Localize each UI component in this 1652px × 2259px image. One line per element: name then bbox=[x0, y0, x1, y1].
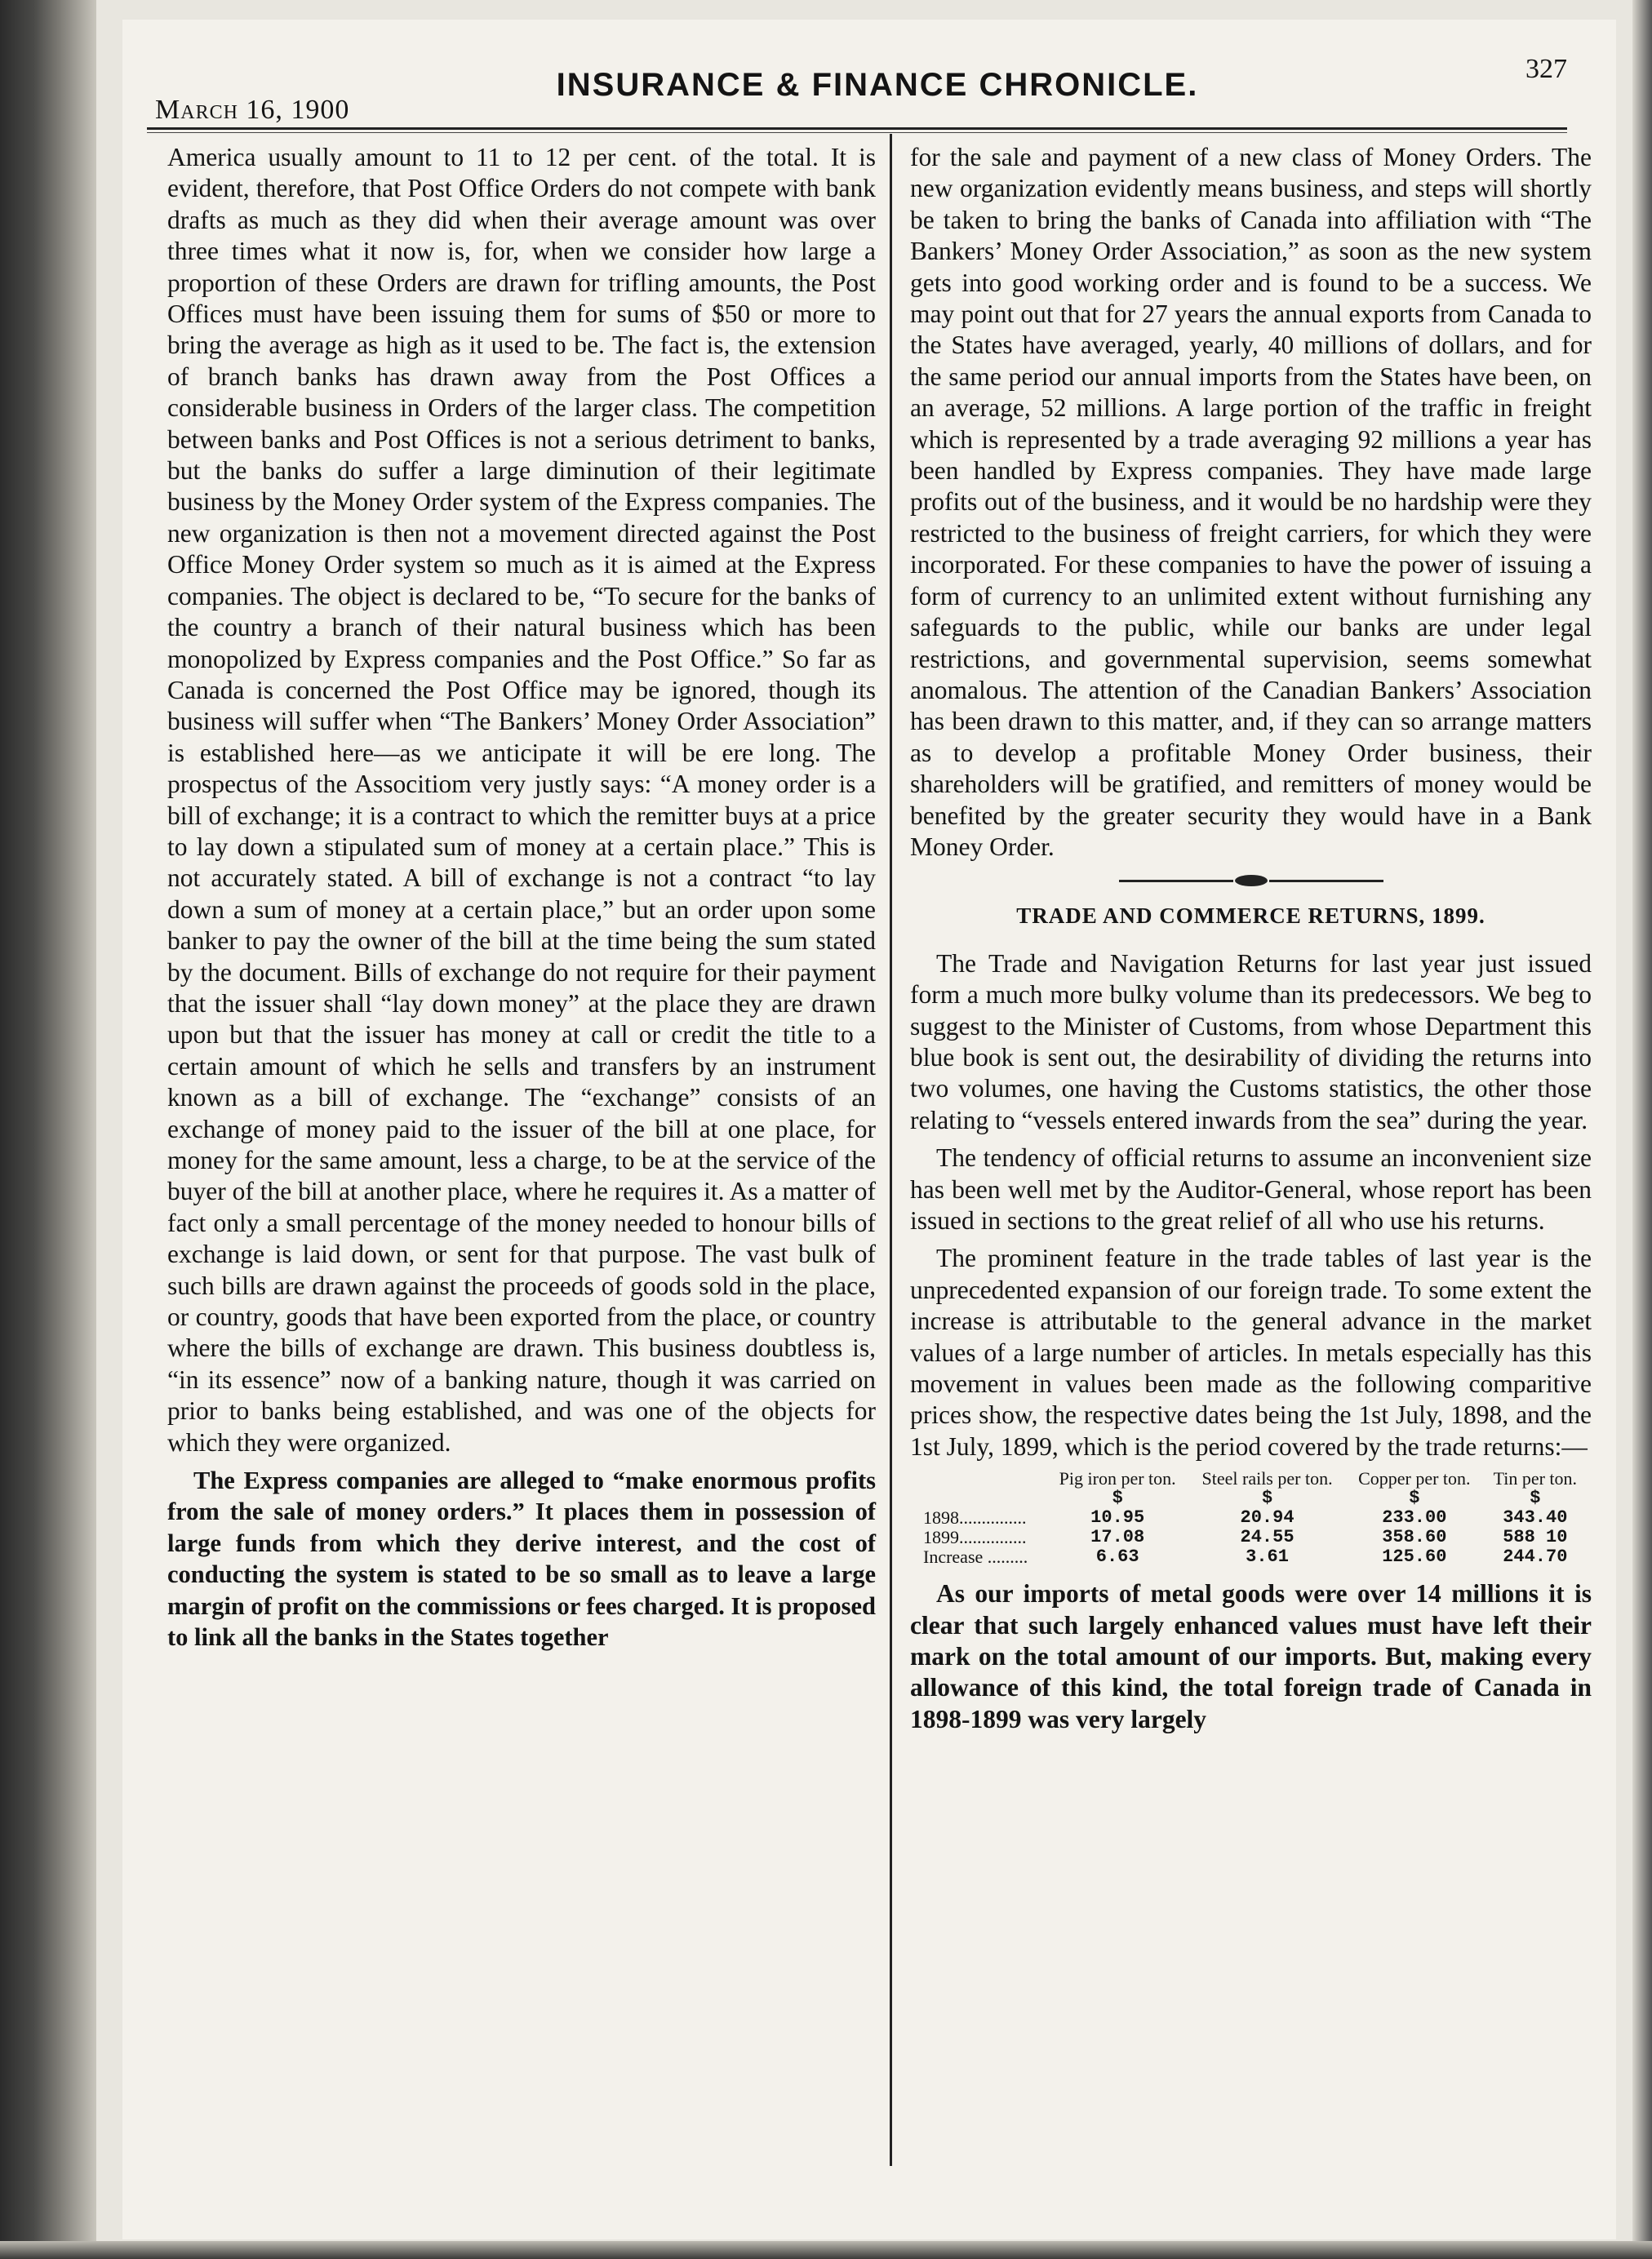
table-row bbox=[918, 1508, 1588, 1528]
row-label: Increase ......... bbox=[923, 1547, 1028, 1568]
page-number: 327 bbox=[1525, 54, 1567, 84]
column-header: Copper per ton. bbox=[1358, 1468, 1471, 1489]
column-header: Tin per ton. bbox=[1493, 1468, 1578, 1489]
table-cell: 6.63 bbox=[1095, 1547, 1139, 1568]
scan-bottom-edge bbox=[0, 2241, 1652, 2259]
table-row bbox=[918, 1528, 1588, 1547]
unit-label: $ bbox=[1409, 1488, 1420, 1509]
table-row bbox=[918, 1547, 1588, 1567]
table-cell: 125.60 bbox=[1382, 1547, 1447, 1568]
table-cell: 17.08 bbox=[1090, 1527, 1145, 1548]
table-cell: 10.95 bbox=[1090, 1507, 1145, 1529]
section-ornament bbox=[910, 871, 1592, 890]
left-column bbox=[167, 142, 876, 1653]
table-cell: 3.61 bbox=[1246, 1547, 1289, 1568]
publication-title: INSURANCE & FINANCE CHRONICLE. bbox=[556, 67, 1199, 103]
header-rule bbox=[147, 127, 1567, 133]
section-title: TRADE AND COMMERCE RETURNS, 1899. bbox=[1016, 903, 1485, 929]
table-cell: 20.94 bbox=[1240, 1507, 1295, 1529]
table-cell: 358.60 bbox=[1382, 1527, 1447, 1548]
column-header: Pig iron per ton. bbox=[1059, 1468, 1176, 1489]
newspaper-page bbox=[122, 20, 1616, 2239]
unit-label: $ bbox=[1112, 1488, 1123, 1509]
scan-right-edge bbox=[1632, 0, 1652, 2259]
unit-label: $ bbox=[1261, 1488, 1273, 1509]
row-label: 1899............... bbox=[923, 1527, 1027, 1548]
metal-prices-table bbox=[918, 1469, 1588, 1567]
article-paragraph: The Express companies are alleged to “make enormous profits from the sale of money orders.” It places them in possession of large funds from which they derive interest, and the cost of conducting the system is stated to be so small as to leave a large margin of profit on the commissions or fees charged. It is proposed to link all the banks in the States together bbox=[167, 1467, 876, 1652]
article-paragraph: As our imports of metal goods were over 14 millions it is clear that such largely enhanced values must have left their mark on the total amount of our imports. But, making every allowance of this kind, the total foreign trade of Canada in 1898-1899 was very largely bbox=[910, 1579, 1592, 1733]
table-cell: 24.55 bbox=[1240, 1527, 1295, 1548]
column-divider bbox=[890, 134, 892, 2166]
table-corner bbox=[918, 1469, 1046, 1489]
issue-date: March 16, 1900 bbox=[155, 95, 350, 125]
article-paragraph: The Trade and Navigation Returns for last year just issued form a much more bulky volume than its predecessors. We beg to suggest to the Minister of Customs, from whose Department this blue book is sent out, the desirability of dividing the returns into two volumes, one having the Customs statistics, the other those relating to “vessels entered inwards from the sea” during the year. bbox=[910, 948, 1592, 1134]
table-cell: 343.40 bbox=[1503, 1507, 1568, 1529]
page-header bbox=[155, 38, 1600, 127]
table-cell: 588 10 bbox=[1503, 1527, 1568, 1548]
right-column bbox=[910, 142, 1592, 1735]
row-label: 1898............... bbox=[923, 1507, 1027, 1529]
table-cell: 233.00 bbox=[1382, 1507, 1447, 1529]
article-paragraph: The prominent feature in the trade tables of last year is the unprecedented expansion of our foreign trade. To some extent the increase is attributable to the general advance in the market values of a large number of articles. In metals especially has this movement in values been made as the following comparitive prices show, the respective dates being the 1st July, 1898, and the 1st July, 1899, which is the period covered by the trade returns:— bbox=[910, 1244, 1592, 1461]
article-paragraph: The tendency of official returns to assume an inconvenient size has been well met by the Auditor-General, whose report has been issued in sections to the great relief of all who use his returns. bbox=[910, 1143, 1592, 1235]
scan-binding-edge bbox=[0, 0, 96, 2259]
column-header: Steel rails per ton. bbox=[1201, 1468, 1333, 1489]
unit-label: $ bbox=[1530, 1488, 1541, 1509]
article-paragraph: America usually amount to 11 to 12 per cent. of the total. It is evident, therefore, that Post Office Orders do not compete with bank drafts as much as they did when their average amount was over three times what it now is, for, when we consider how large a proportion of these Orders are drawn for trifling amounts, the Post Offices must have been issuing them for sums of $50 or more to bring the average as high as it used to be. The fact is, the extension of branch banks has drawn away from the Post Offices a considerable business in Orders of the larger class. The competition between banks and Post Offices is not a serious detriment to banks, but the banks do suffer a large diminution of their legitimate business by the Money Order system of the Express companies. The new organization is then not a movement directed against the Post Office Money Order system so much as it is aimed at the Express companies. The object is declared to be, “To secure for the banks of the country a branch of their natural business which has been monopolized by Express companies and the Post Office.” So far as Canada is concerned the Post Office may be ignored, though its business will suffer when “The Bankers’ Money Order Association” is established here—as we anticipate it will be ere long. The prospectus of the Associtiom very justly says: “A money order is a bill of exchange; it is a contract to which the remitter buys at a price to lay down a stipulated sum of money at a certain place.” This is not accurately stated. A bill of exchange is not a contract “to lay down a sum of money at a certain place,” but an order upon some banker to pay the owner of the bill at the time being the sum stated by the document. Bills of exchange do not require for their payment that the issuer shall “lay down money” at the place they are drawn upon but that the issuer has money at call or credit the title to a certain amount of which he sells and transfers by an instrument known as a bill of exchange. The “exchange” consists of an exchange of money paid to the issuer of the bill at one place, for money for the same amount, less a charge, to be at the service of the buyer of the bill at another place, where he requires it. As a matter of fact only a small percentage of the money needed to honour bills of exchange is laid down, or sent for that purpose. The vast bulk of such bills are drawn against the proceeds of goods sold in the place, or country, goods that have been exported from the place, or country where the bills of exchange are drawn. This business doubtless is, “in its essence” now of a banking nature, though it was carried on prior to banks being established, and was one of the objects for which they were organized. bbox=[167, 143, 876, 1457]
table-cell: 244.70 bbox=[1503, 1547, 1568, 1568]
article-paragraph: for the sale and payment of a new class of Money Orders. The new organization evidently means business, and steps will shortly be taken to bring the banks of Canada into affiliation with “The Bankers’ Money Order Association,” as soon as the new system gets into good working order and is found to be a success. We may point out that for 27 years the annual exports from Canada to the States have averaged, yearly, 40 millions of dollars, and for the same period our annual imports from the States have been, on an average, 52 millions. A large portion of the traffic in freight which is represented by a trade averaging 92 millions a year has been handled by Express companies. They have made large profits out of the business, and it would be no hardship were they restricted to the business of freight carriers, for which they were incorporated. For these companies to have the power of issuing a form of currency to an unlimited extent without furnishing any safeguards to the public, while our banks are under legal restrictions, and governmental supervision, seems somewhat anomalous. The attention of the Canadian Bankers’ Association has been drawn to this matter, and, if they can so arrange matters as to develop a profitable Money Order business, their shareholders will be gratified, and remitters of money would be benefited by the greater security they would have in a Bank Money Order. bbox=[910, 143, 1592, 861]
